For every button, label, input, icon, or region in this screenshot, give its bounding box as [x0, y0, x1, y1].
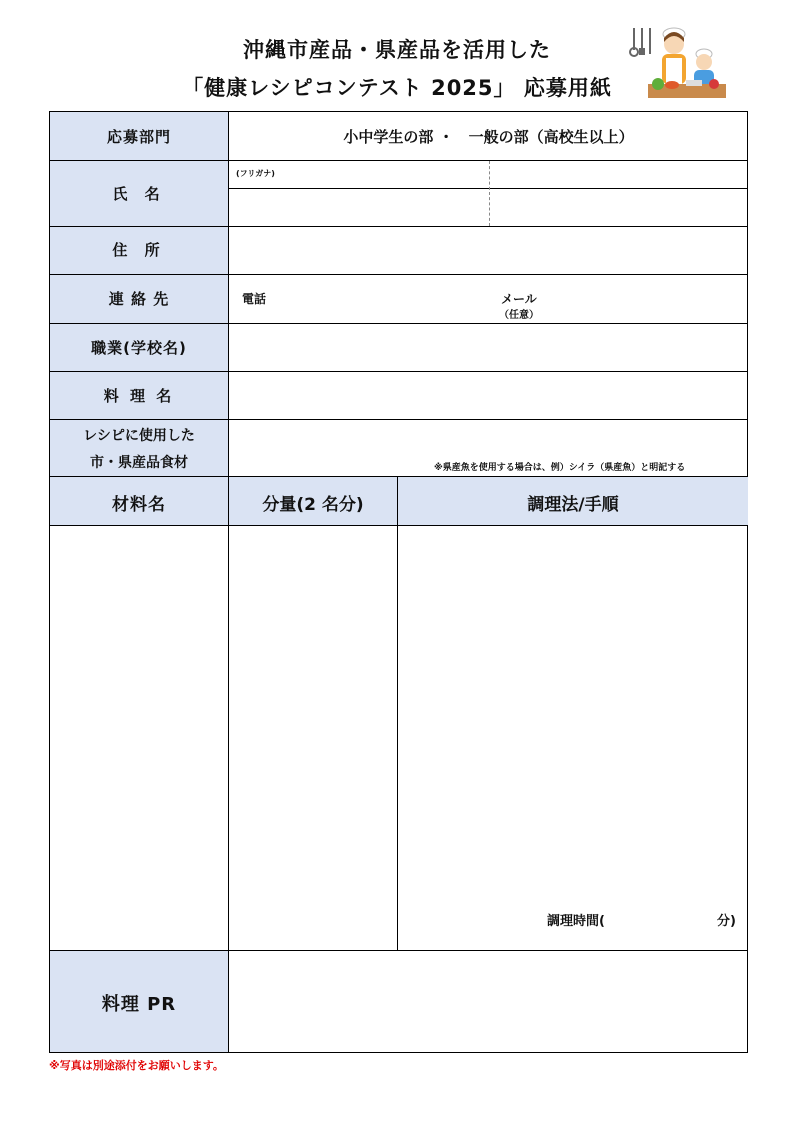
dish-name-label: 料 理 名 [103, 387, 175, 405]
occupation-field[interactable] [229, 324, 748, 371]
ingredients-note: ※県産魚を使用する場合は、例）シイラ（県産魚）と明記する [434, 463, 686, 473]
label-divider [228, 112, 229, 1052]
ingredients-label-line1: レシピに使用した [83, 428, 195, 444]
given-name-field[interactable] [490, 189, 748, 226]
cook-time-unit: 分) [717, 914, 736, 929]
cooking-illustration [628, 24, 730, 102]
pr-label: 料理 PR [101, 994, 177, 1015]
dish-name-field[interactable] [229, 372, 748, 419]
row-divider [50, 274, 748, 275]
row-divider [50, 226, 748, 227]
amounts-area[interactable] [229, 526, 397, 950]
phone-label: 電話 [242, 292, 267, 306]
furigana-label: (フリガナ) [236, 169, 275, 178]
family-name-field[interactable] [229, 189, 489, 226]
occupation-label: 職業(学校名) [91, 339, 187, 357]
furigana-given-field[interactable] [490, 161, 748, 188]
row-divider [50, 371, 748, 372]
row-divider [50, 323, 748, 324]
category-label: 応募部門 [106, 128, 171, 146]
email-optional-note: （任意） [499, 310, 539, 321]
form-title-line2: 「健康レシピコンテスト 2025」 応募用紙 [182, 76, 612, 100]
method-area[interactable] [398, 526, 748, 950]
row-divider [50, 950, 748, 951]
name-dashed-divider [489, 161, 490, 226]
method-column-header: 調理法/手順 [527, 495, 619, 515]
amount-column-header: 分量(2 名分) [262, 495, 364, 515]
category-options: 小中学生の部 ・ 一般の部（高校生以上） [343, 128, 634, 146]
application-form [49, 111, 748, 1053]
row-divider [50, 525, 748, 526]
pr-field[interactable] [229, 951, 748, 1052]
address-label: 住 所 [112, 241, 166, 259]
row-divider [50, 476, 748, 477]
cook-time-label: 調理時間( [547, 914, 605, 929]
contact-label: 連 絡 先 [108, 290, 170, 308]
ingredients-label-line2: 市・県産品食材 [90, 455, 188, 471]
materials-area[interactable] [50, 526, 228, 950]
phone-field[interactable] [229, 275, 489, 323]
row-divider [50, 419, 748, 420]
material-column-header: 材料名 [112, 495, 166, 515]
row-divider [50, 160, 748, 161]
form-title-line1: 沖縄市産品・県産品を活用した [243, 38, 551, 62]
address-field[interactable] [229, 227, 748, 274]
email-label: メール [501, 292, 537, 306]
photo-note: ※写真は別途添付をお願いします。 [49, 1059, 224, 1072]
name-label: 氏 名 [112, 185, 166, 203]
column-divider [397, 476, 398, 950]
